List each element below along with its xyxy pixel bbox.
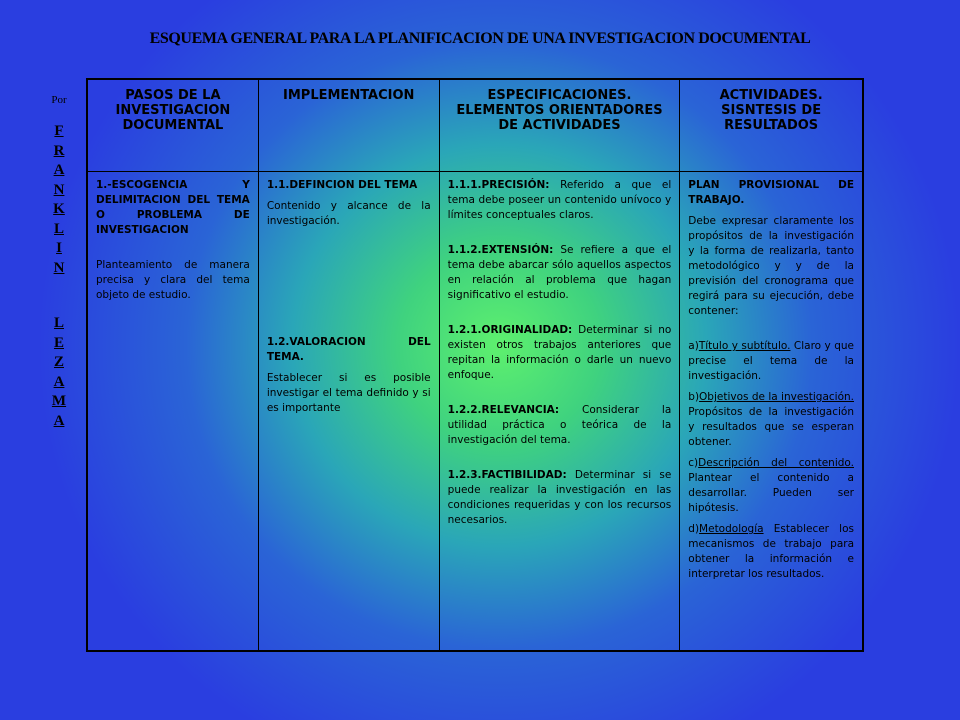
activity-item — [688, 456, 854, 516]
page-title: ESQUEMA GENERAL PARA LA PLANIFICACION DE UNA INVESTIGACION DOCUMENTAL — [149, 30, 811, 47]
activity-prefix: d) — [688, 523, 700, 535]
spec-text: Considerar la utilidad práctica o teórica de la investigación del tema. — [447, 404, 672, 446]
activity-prefix: b) — [688, 391, 700, 403]
activity-text: Plantear el contenido a desarrollar. Pueden ser hipótesis. — [688, 472, 854, 514]
activity-heading: PLAN PROVISIONAL DE TRABAJO. — [688, 179, 854, 206]
author-letter: I — [56, 240, 62, 256]
author-letter: A — [53, 373, 65, 390]
header-especificaciones: ESPECIFICACIONES. ELEMENTOS ORIENTADORES DE ACTIVIDADES — [439, 79, 680, 172]
activity-item — [688, 390, 854, 450]
spec-item — [448, 403, 672, 448]
body-row — [87, 172, 863, 652]
author-letter: L — [53, 220, 64, 237]
activity-prefix: a) — [688, 340, 699, 352]
activity-text: Propósitos de la investigación y resultados que se esperan obtener. — [688, 406, 854, 448]
spec-text: Se refiere a que el tema debe abarcar sólo aquellos aspectos en relación al problema que hagan significativo el estudio. — [447, 244, 672, 301]
spec-label: 1.1.1.PRECISIÓN: — [447, 179, 550, 191]
author-letter: M — [51, 393, 67, 409]
author-letter: K — [53, 201, 65, 217]
activity-item — [688, 339, 854, 384]
author-letter: N — [53, 181, 65, 198]
author-name — [44, 122, 74, 431]
cell-implementacion — [258, 172, 439, 652]
activity-text: Establecer los mecanismos de trabajo para obtener la información e interpretar los resultados. — [688, 523, 854, 580]
activity-label: Título y subtítulo. — [698, 340, 791, 352]
research-plan-table — [86, 78, 864, 652]
impl-text-2: Establecer si es posible investigar el tema definido y si es importante — [266, 372, 431, 414]
header-actividades: ACTIVIDADES. SISNTESIS DE RESULTADOS — [680, 79, 863, 172]
activity-item — [688, 522, 854, 582]
spec-label: 1.1.2.EXTENSIÓN: — [447, 244, 554, 256]
author-letter: R — [53, 142, 65, 159]
spec-label: 1.2.3.FACTIBILIDAD: — [447, 469, 567, 481]
step-heading: 1.-ESCOGENCIA Y DELIMITACION DEL TEMA O PROBLEMA DE INVESTIGACION — [96, 179, 250, 236]
activity-text: Claro y que precise el tema de la investigación. — [688, 340, 854, 382]
activity-label: Objetivos de la investigación. — [699, 391, 854, 403]
step-text: Planteamiento de manera precisa y clara del tema objeto de estudio. — [96, 259, 250, 301]
spec-item — [448, 178, 672, 223]
author-letter: A — [53, 412, 65, 429]
activity-intro: Debe expresar claramente los propósitos de la investigación y la forma de realizarla, tanto metodológico y y de la previsión del cronograma que regirá para su ejecución, debe contener: — [688, 215, 854, 317]
author-prefix: Por — [51, 94, 67, 106]
impl-text-1: Contenido y alcance de la investigación. — [266, 200, 431, 227]
spec-item — [448, 243, 672, 303]
author-letter: F — [54, 123, 64, 139]
cell-especificaciones — [439, 172, 680, 652]
header-implementacion: IMPLEMENTACION — [258, 79, 439, 172]
header-row — [87, 79, 863, 172]
spec-text: Determinar si no existen otros trabajos anteriores que repitan la información o darle un nuevo enfoque. — [447, 324, 672, 381]
spec-text: Referido a que el tema debe poseer un contenido unívoco y límites conceptuales claros. — [447, 179, 672, 221]
author-letter: A — [53, 162, 65, 178]
author-last-name — [44, 314, 74, 431]
activity-prefix: c) — [688, 457, 699, 469]
spec-label: 1.2.1.ORIGINALIDAD: — [447, 324, 573, 336]
cell-pasos — [87, 172, 258, 652]
spec-text: Determinar si se puede realizar la investigación en las condiciones requeridas y con los recursos necesarios. — [447, 469, 672, 526]
header-pasos: PASOS DE LA INVESTIGACION DOCUMENTAL — [87, 79, 258, 172]
author-letter: L — [53, 315, 64, 331]
spec-label: 1.2.2.RELEVANCIA: — [447, 404, 560, 416]
author-letter: N — [53, 259, 65, 276]
author-first-name — [44, 122, 74, 239]
cell-actividades — [680, 172, 863, 652]
spec-item — [448, 323, 672, 383]
author-letter: E — [53, 334, 64, 351]
impl-heading-2: 1.2.VALORACION DEL TEMA. — [266, 336, 431, 363]
impl-heading-1: 1.1.DEFINCION DEL TEMA — [266, 179, 418, 191]
activity-label: Descripción del contenido. — [698, 457, 854, 469]
author-first-name-end — [44, 239, 74, 278]
author-letter: Z — [53, 354, 64, 370]
spec-item — [448, 468, 672, 528]
activity-label: Metodología — [699, 523, 764, 535]
